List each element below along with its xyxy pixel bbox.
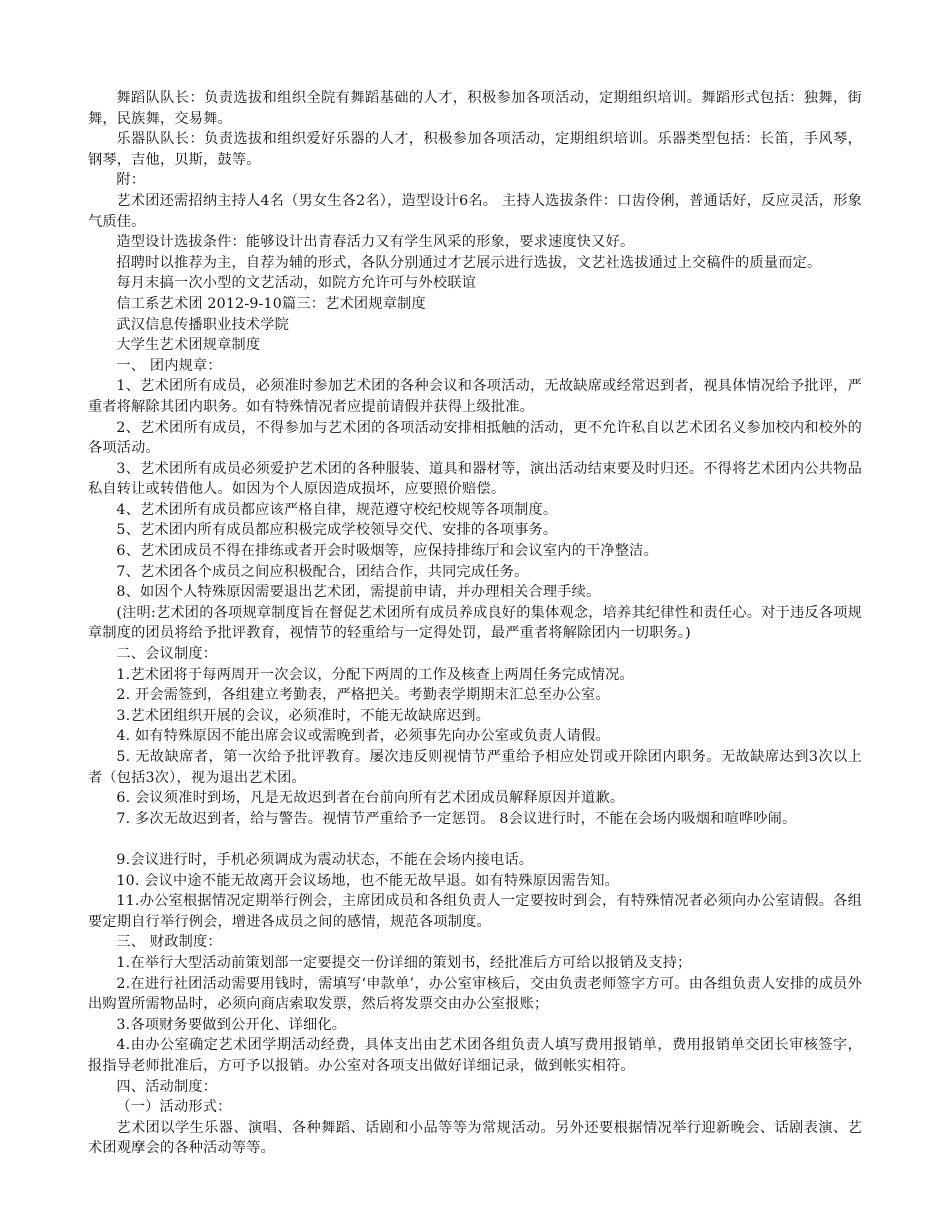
paragraph: 艺术团以学生乐器、演唱、各种舞蹈、话剧和小品等等为常规活动。另外还要根据情况举行迎新晚会、话剧表演、艺术团观摩会的各种活动等等。 [88, 1119, 862, 1157]
paragraph: 招聘时以推荐为主，自荐为辅的形式，各队分别通过才艺展示进行选拔，文艺社选拔通过上交稿件的质量而定。 [116, 254, 822, 271]
paragraph: 10. 会议中途不能无故离开会议场地，也不能无故早退。如有特殊原因需告知。 [116, 872, 620, 889]
paragraph: 9.会议进行时，手机必须调成为震动状态，不能在会场内接电话。 [116, 851, 534, 868]
paragraph: 2.在进行社团活动需要用钱时，需填写‘申款单’，办公室审核后，交由负责老师签字方可。由各组负责人安排的成员外出购置所需物品时，必须向商店索取发票，然后将发票交由办公室报账； [88, 975, 862, 1013]
paragraph: 11.办公室根据情况定期举行例会，主席团成员和各组负责人一定要按时到会，有特殊情况者必须向办公室请假。各组要定期自行举行例会，增进各成员之间的感情，规范各项制度。 [88, 893, 862, 930]
paragraph: 3.各项财务要做到公开化、详细化。 [116, 1016, 347, 1033]
paragraph: 2、艺术团所有成员，不得参加与艺术团的各项活动安排相抵触的活动，更不允许私自以艺术团名义参加校内和校外的各项活动。 [88, 419, 862, 457]
paragraph: 艺术团还需招纳主持人4名（男女生各2名），造型设计6名。 主持人选拔条件：口齿伶俐，普通话好，反应灵活，形象气质佳。 [88, 192, 862, 230]
paragraph: 附： [116, 172, 146, 189]
paragraph: 3、艺术团所有成员必须爱护艺术团的各种服装、道具和器材等，演出活动结束要及时归还。不得将艺术团内公共物品私自转让或转借他人。如因为个人原因造成损坏，应要照价赔偿。 [88, 460, 862, 498]
paragraph: 三、 财政制度： [116, 934, 222, 951]
paragraph: 1、艺术团所有成员，必须准时参加艺术团的各种会议和各项活动，无故缺席或经常迟到者，视具体情况给予批评，严重者将解除其团内职务。如有特殊情况者应提前请假并获得上级批准。 [88, 378, 862, 415]
paragraph: 3.艺术团组织开展的会议，必须准时，不能无故缺席迟到。 [116, 707, 491, 724]
paragraph: 6. 会议须准时到场，凡是无故迟到者在台前向所有艺术团成员解释原因并道歉。 [116, 790, 625, 807]
paragraph: 大学生艺术团规章制度 [116, 337, 261, 354]
paragraph: 乐器队队长：负责选拔和组织爱好乐器的人才，积极参加各项活动，定期组织培训。乐器类型包括：长笛，手风琴，钢琴，吉他，贝斯，鼓等。 [88, 131, 862, 168]
paragraph: 5. 无故缺席者，第一次给予批评教育。屡次违反则视情节严重给予相应处罚或开除团内职务。无故缺席达到3次以上者（包括3次），视为退出艺术团。 [88, 749, 862, 786]
paragraph: 8、如因个人特殊原因需要退出艺术团，需提前申请，并办理相关合理手续。 [116, 584, 601, 601]
blank-line [88, 829, 862, 850]
paragraph: 4. 如有特殊原因不能出席会议或需晚到者，必须事先向办公室或负责人请假。 [116, 728, 610, 745]
paragraph: 武汉信息传播职业技术学院 [116, 316, 290, 333]
paragraph: 5、艺术团内所有成员都应积极完成学校领导交代、安排的各项事务。 [116, 522, 558, 539]
paragraph: 1.艺术团将于每两周开一次会议，分配下两周的工作及核查上两周任务完成情况。 [116, 666, 634, 683]
paragraph: 4.由办公室确定艺术团学期活动经费，具体支出由艺术团各组负责人填写费用报销单，费用报销单交团长审核签字，报指导老师批准后，方可予以报销。办公室对各项支出做好详细记录，做到帐实相符。 [88, 1037, 862, 1074]
paragraph: 舞蹈队队长：负责选拔和组织全院有舞蹈基础的人才，积极参加各项活动，定期组织培训。舞蹈形式包括：独舞，街舞，民族舞，交易舞。 [88, 90, 862, 127]
paragraph: 信工系艺术团 2012-9-10篇三：艺术团规章制度 [116, 295, 426, 312]
paragraph: 造型设计选拔条件：能够设计出青春活力又有学生风采的形象，要求速度快又好。 [116, 234, 635, 251]
paragraph: 一、 团内规章： [116, 357, 222, 374]
paragraph: 每月末搞一次小型的文艺活动，如院方允许可与外校联谊 [116, 275, 477, 292]
paragraph: 7、艺术团各个成员之间应积极配合，团结合作，共同完成任务。 [116, 563, 529, 580]
paragraph: 1.在举行大型活动前策划部一定要提交一份详细的策划书，经批准后方可给以报销及支持； [116, 954, 692, 971]
paragraph: 二、会议制度： [116, 646, 218, 663]
paragraph: 4、艺术团所有成员都应该严格自律，规范遵守校纪校规等各项制度。 [116, 501, 558, 518]
paragraph: 四、活动制度： [116, 1078, 218, 1095]
document-page [88, 88, 862, 1159]
paragraph: 6、艺术团成员不得在排练或者开会时吸烟等，应保持排练厅和会议室内的干净整洁。 [116, 543, 658, 560]
paragraph: 7. 多次无故迟到者，给与警告。视情节严重给予一定惩罚。 8会议进行时，不能在会场内吸烟和喧哗吵闹。 [116, 810, 797, 827]
paragraph: (注明:艺术团的各项规章制度旨在督促艺术团所有成员养成良好的集体观念，培养其纪律性和责任心。对于违反各项规章制度的团员将给予批评教育，视情节的轻重给与一定得处罚，最严重者将解除团内一切职务。) [88, 604, 862, 642]
paragraph: （一）活动形式： [116, 1099, 232, 1116]
paragraph: 2. 开会需签到，各组建立考勤表，严格把关。考勤表学期期末汇总至办公室。 [116, 687, 610, 704]
